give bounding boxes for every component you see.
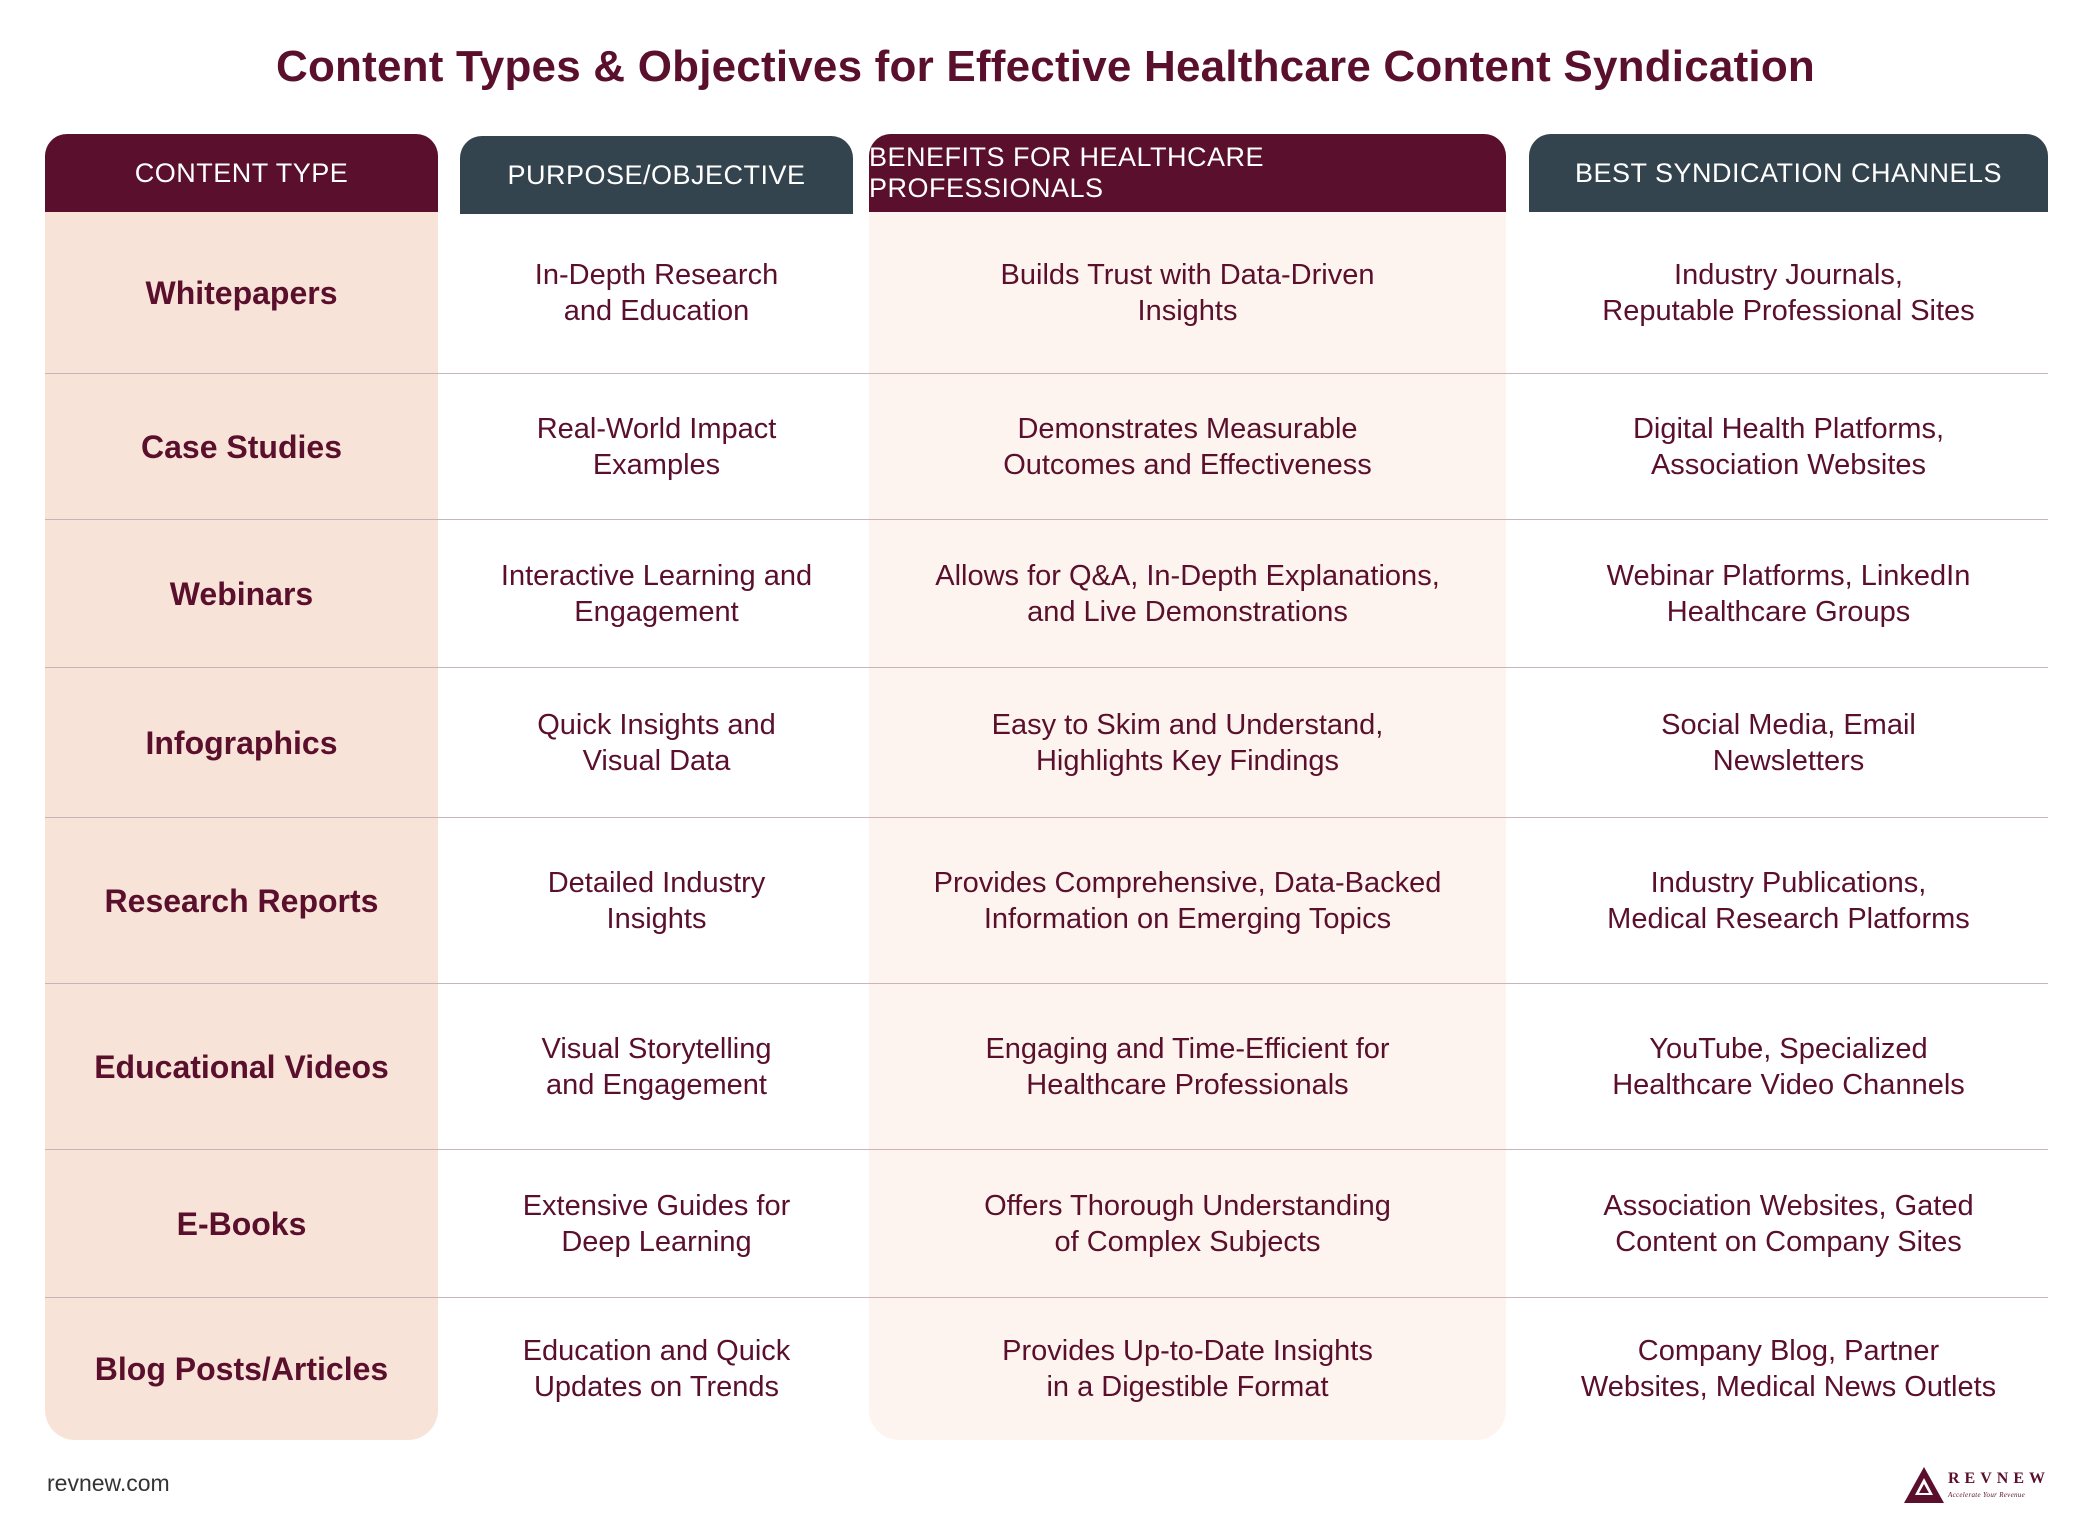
footer-url[interactable]: revnew.com: [47, 1470, 170, 1496]
content-type-cell: Educational Videos: [94, 1049, 389, 1085]
table-row: [45, 818, 2048, 984]
purpose-cell: In-Depth Research and Education: [534, 259, 779, 327]
benefits-cell: Builds Trust with Data-Driven Insights: [1000, 259, 1375, 327]
table-row: [45, 984, 2048, 1150]
header-content-type: CONTENT TYPE: [45, 134, 438, 212]
content-type-cell: Blog Posts/Articles: [94, 1351, 389, 1387]
content-type-cell: Research Reports: [104, 883, 379, 919]
benefits-cell: Provides Comprehensive, Data-Backed Information on Emerging Topics: [933, 867, 1442, 935]
page-title: Content Types & Objectives for Effective Healthcare Content Syndication: [275, 42, 1816, 91]
content-type-cell: Case Studies: [141, 429, 342, 465]
channels-cell: Webinar Platforms, LinkedIn Healthcare Groups: [1606, 560, 1971, 628]
table-row: [45, 520, 2048, 668]
table-row: [45, 374, 2048, 520]
logo-triangle-icon: [1902, 1464, 1946, 1506]
logo-tagline: Accelerate Your Revenue: [1948, 1491, 2026, 1499]
content-type-cell: E-Books: [176, 1206, 307, 1242]
purpose-cell: Real-World Impact Examples: [536, 413, 777, 481]
purpose-cell: Education and Quick Updates on Trends: [522, 1335, 791, 1403]
channels-cell: Industry Journals, Reputable Professional Sites: [1602, 259, 1975, 327]
channels-cell: Association Websites, Gated Content on Company Sites: [1603, 1190, 1974, 1258]
table-row: [45, 1298, 2048, 1440]
benefits-cell: Engaging and Time-Efficient for Healthcare Professionals: [985, 1033, 1390, 1101]
channels-cell: Social Media, Email Newsletters: [1661, 709, 1916, 777]
content-type-cell: Whitepapers: [145, 275, 338, 311]
content-type-cell: Infographics: [145, 725, 338, 761]
benefits-cell: Offers Thorough Understanding of Complex Subjects: [984, 1190, 1391, 1258]
content-type-cell: Webinars: [169, 576, 314, 612]
benefits-cell: Easy to Skim and Understand, Highlights Key Findings: [991, 709, 1384, 777]
purpose-cell: Interactive Learning and Engagement: [500, 560, 813, 628]
purpose-cell: Detailed Industry Insights: [547, 867, 766, 935]
purpose-cell: Extensive Guides for Deep Learning: [522, 1190, 791, 1258]
benefits-cell: Demonstrates Measurable Outcomes and Effectiveness: [1003, 413, 1372, 481]
channels-cell: Company Blog, Partner Websites, Medical News Outlets: [1580, 1335, 1997, 1403]
logo-name: REVNEW: [1948, 1470, 2051, 1487]
benefits-cell: Allows for Q&A, In-Depth Explanations, and Live Demonstrations: [935, 560, 1440, 628]
header-channels: BEST SYNDICATION CHANNELS: [1529, 134, 2048, 212]
purpose-cell: Visual Storytelling and Engagement: [541, 1033, 772, 1101]
channels-cell: Industry Publications, Medical Research Platforms: [1607, 867, 1970, 935]
table-row: [45, 212, 2048, 374]
table-row: [45, 668, 2048, 818]
purpose-cell: Quick Insights and Visual Data: [537, 709, 776, 777]
benefits-cell: Provides Up-to-Date Insights in a Digestible Format: [1002, 1335, 1373, 1403]
revnew-logo: [1902, 1464, 2052, 1510]
channels-cell: Digital Health Platforms, Association Websites: [1632, 413, 1945, 481]
header-purpose: PURPOSE/OBJECTIVE: [460, 136, 853, 214]
channels-cell: YouTube, Specialized Healthcare Video Channels: [1612, 1033, 1965, 1101]
header-benefits: BENEFITS FOR HEALTHCARE PROFESSIONALS: [869, 134, 1506, 212]
table-row: [45, 1150, 2048, 1298]
